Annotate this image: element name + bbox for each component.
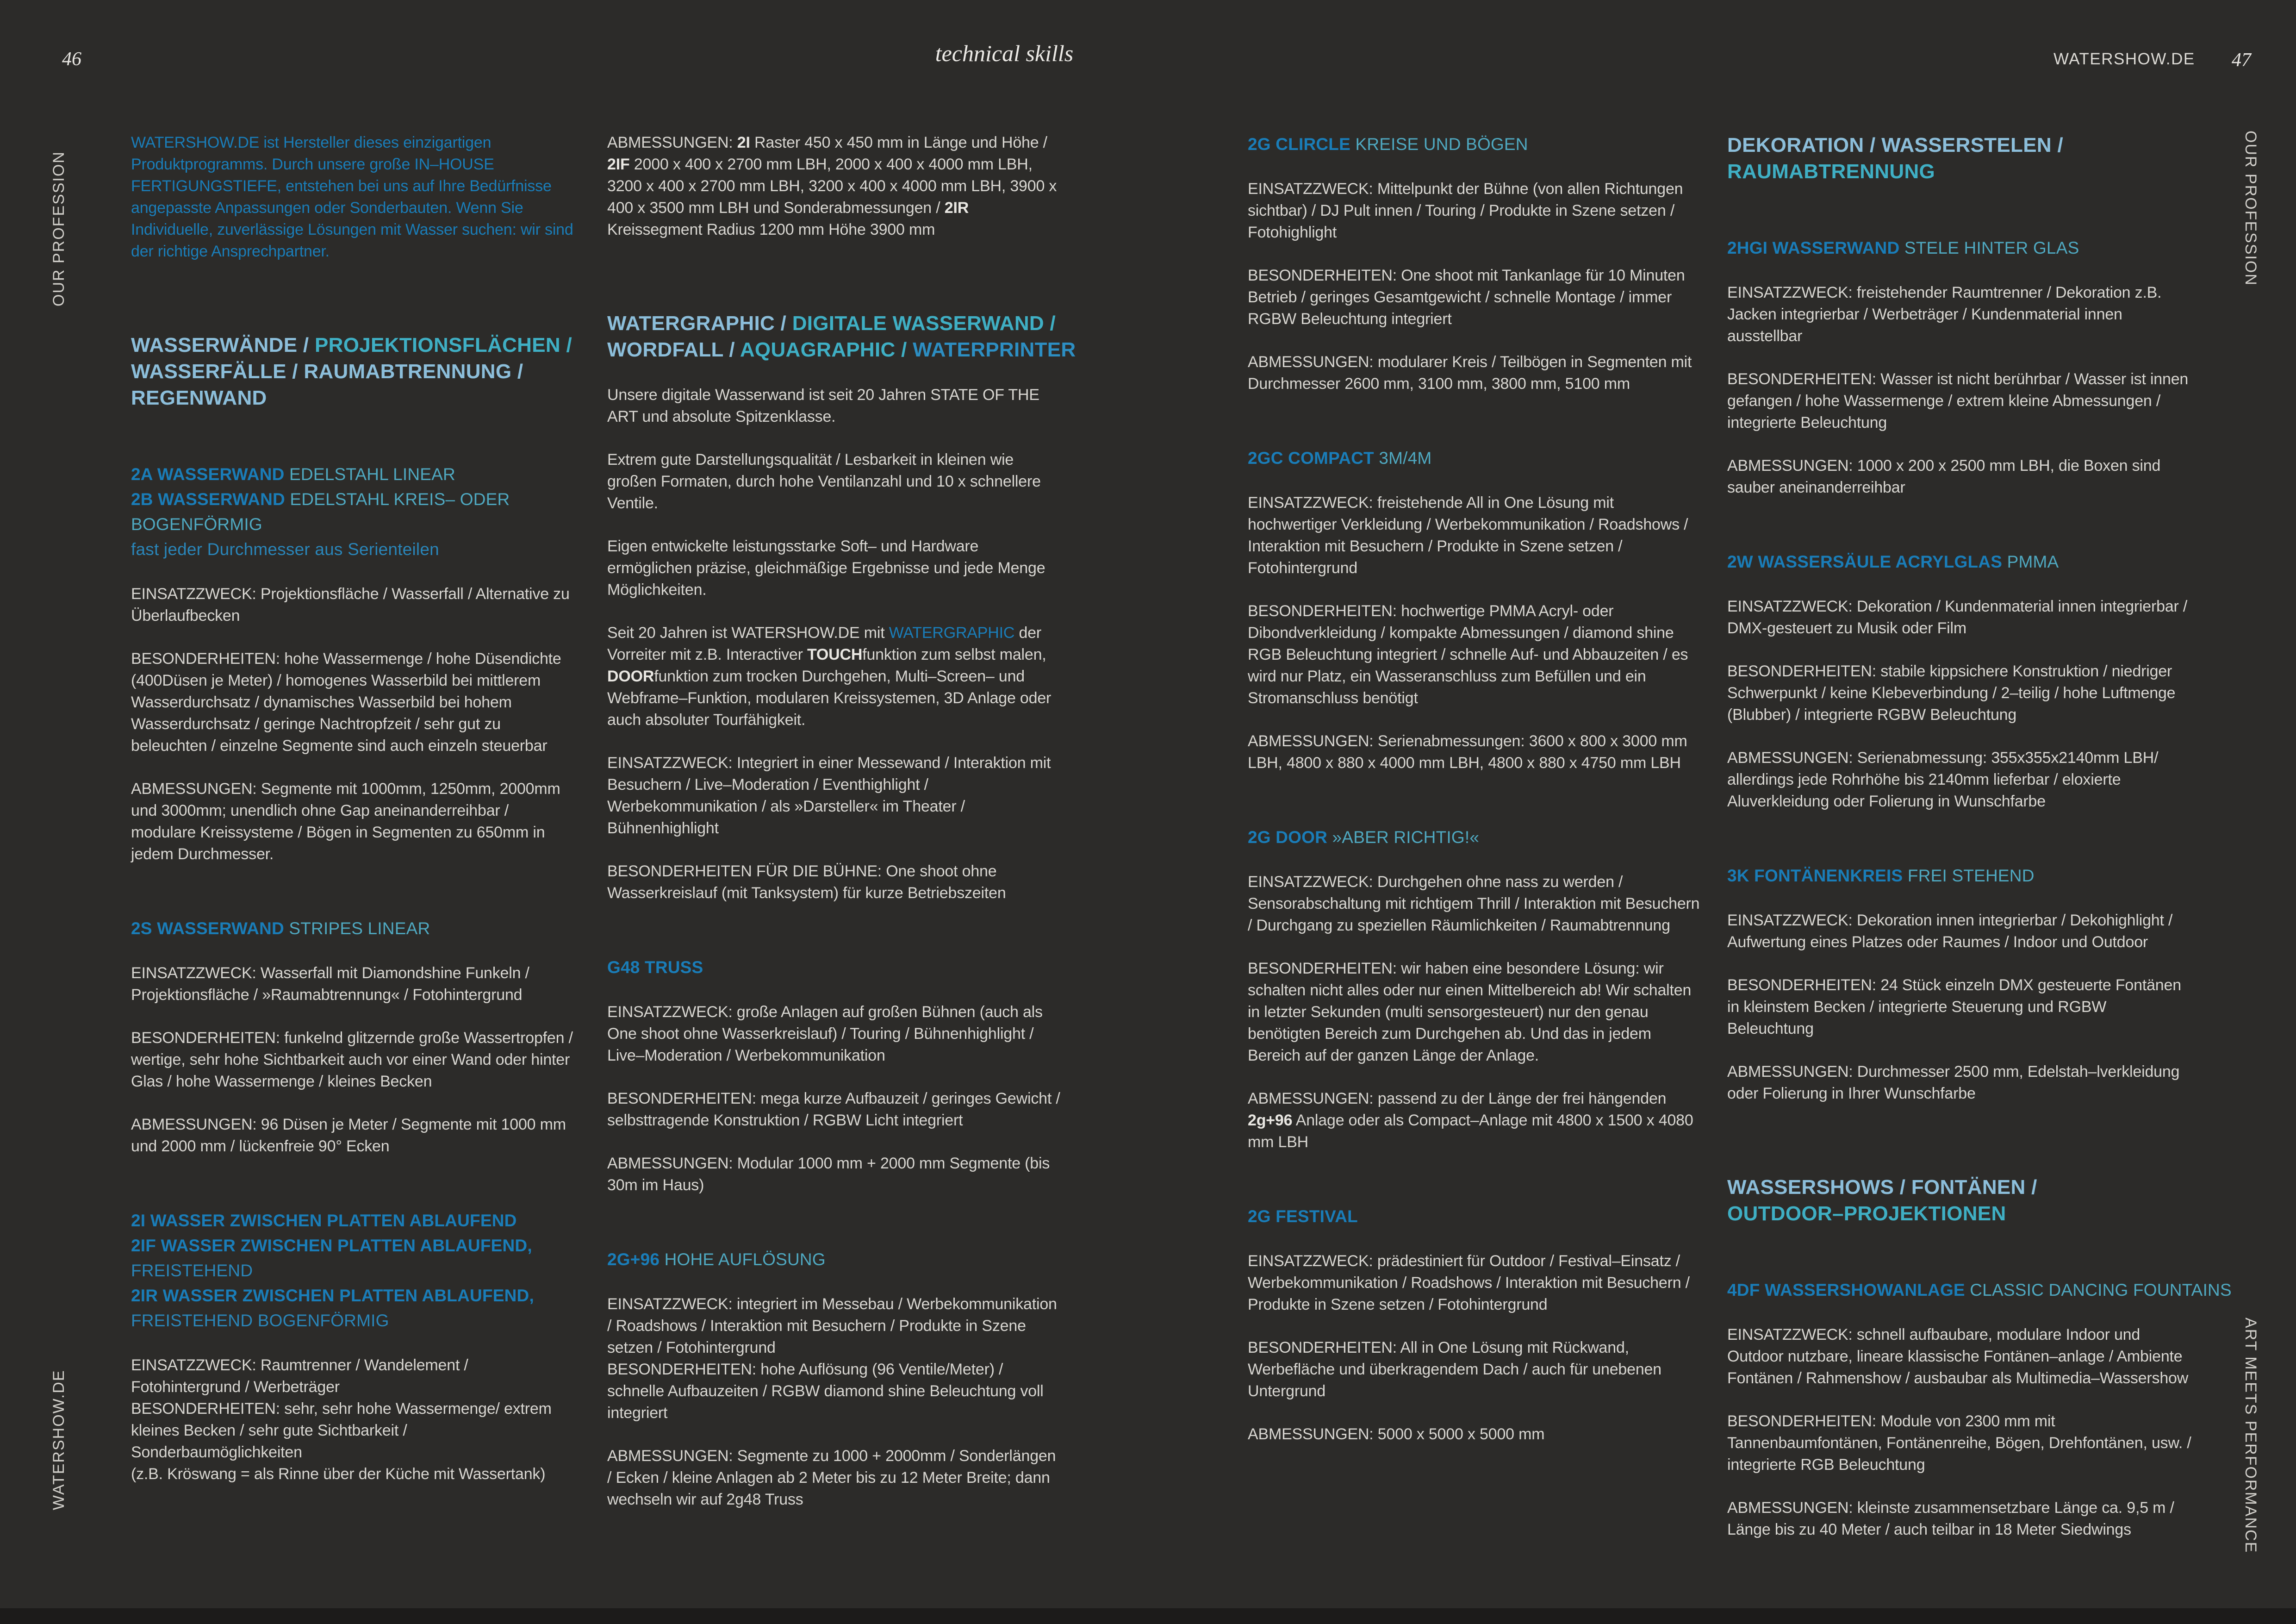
text-segment: BESONDERHEITEN: hohe Auflösung (96 Ventile/Meter) / schnelle Aufbauzeiten / RGBW diamond shine Beleuchtung voll integriert [607,1361,1044,1422]
text-segment: BESONDERHEITEN: hohe Wassermenge / hohe Düsendichte (400Düsen je Meter) / homogenes Wasserbild bei mittlerem Wasserdurchsatz / dynamisches Wasserbild bei hohem Wasserdurchsatz / geringe Nachtropfzeit / sehr gut zu beleuchten / einzelne Segmente sind auch einzeln steuerbar [131,650,561,755]
text-segment: KREISE UND BÖGEN [1355,135,1528,154]
intro-paragraph [131,132,578,262]
text-segment: STRIPES LINEAR [289,919,430,938]
heading-line [131,358,578,385]
text-segment: 2W WASSERSÄULE ACRYLGLAS [1727,552,2007,571]
text-segment: funktion zum selbst malen, [862,646,1046,663]
text-segment: 2IR WASSER ZWISCHEN PLATTEN ABLAUFEND, [131,1286,534,1305]
text-segment: ABMESSUNGEN: Segmente mit 1000mm, 1250mm, 2000mm und 3000mm; unendlich ohne Gap aneinanderreihbar / modulare Kreissysteme / Bögen in Segmenten zu 650mm in jedem Durchmesser. [131,780,560,863]
text-segment: 2g+96 [1248,1112,1293,1129]
heading-line [1248,825,1706,850]
text-segment: 2I [737,134,750,151]
text-segment: BESONDERHEITEN: Wasser ist nicht berührbar / Wasser ist innen gefangen / hohe Wassermenge / extrem kleine Abmessungen / integrierte Beleuchtung [1727,370,2189,431]
product-heading [1248,825,1706,850]
text-segment: 2G FESTIVAL [1248,1207,1358,1226]
text-segment: DOOR [607,668,654,685]
text-segment: FREISTEHEND BOGENFÖRMIG [131,1311,389,1330]
text-segment: EINSATZZWECK: freistehender Raumtrenner / Dekoration z.B. Jacken integrierbar / Werbeträger / Kundenmaterial innen ausstellbar [1727,284,2162,345]
text-segment: 2G DOOR [1248,828,1332,847]
text-segment: EINSATZZWECK: schnell aufbaubare, modulare Indoor und Outdoor nutzbare, lineare klassische Fontänen–anlage / Ambiente Fontänen / Rahmenshow / ausbaubar als Multimedia–Wassershow [1727,1326,2189,1387]
text-segment: WASSERFÄLLE / RAUMABTRENNUNG / [131,360,523,383]
column-dekoration-wassershows [1727,132,2232,1541]
text-segment: BESONDERHEITEN: sehr, sehr hohe Wassermenge/ extrem kleines Becken / sehr gute Sichtbarkeit / Sonderbaumöglichkeiten [131,1400,552,1461]
heading-line [1727,863,2192,888]
paragraph [607,536,1063,601]
heading-line [1727,1200,2192,1227]
product-heading [1248,1204,1706,1229]
text-segment: 2I WASSER ZWISCHEN PLATTEN ABLAUFEND [131,1211,517,1230]
brand-header: WATERSHOW.DE [2053,50,2195,68]
text-segment: (z.B. Kröswang = als Rinne über der Küche mit Wassertank) [131,1465,546,1483]
text-segment: BESONDERHEITEN: hochwertige PMMA Acryl- oder Dibondverkleidung / kompakte Abmessungen / diamond shine RGB Beleuchtung integriert / schnelle Auf- und Abbauzeiten / es wird nur Platz, ein Wasseranschluss zum Befüllen und ein Stromanschluss benötigt [1248,602,1688,707]
column-wasserwaende [131,132,578,1485]
paragraph [131,1463,578,1485]
text-segment: EINSATZZWECK: Durchgehen ohne nass zu werden / Sensorabschaltung mit richtigem Thrill / Interaktion mit Besuchern / Durchgang zu speziellen Räumlichkeiten / Raumabtrennung [1248,873,1700,934]
text-segment: FREISTEHEND [131,1261,253,1280]
text-segment: WASSERSHOWS / FONTÄNEN / [1727,1176,2037,1199]
text-segment: ABMESSUNGEN: 5000 x 5000 x 5000 mm [1248,1425,1545,1443]
text-segment: ABMESSUNGEN: Durchmesser 2500 mm, Edelstah–lverkleidung oder Folierung in Ihrer Wunschfarbe [1727,1063,2180,1102]
paragraph [1248,1088,1706,1153]
heading-line [131,537,578,562]
paragraph [607,1088,1063,1131]
text-segment: Kreissegment Radius 1200 mm Höhe 3900 mm [607,221,935,238]
heading-line [131,462,578,487]
text-segment: EINSATZZWECK: Dekoration / Kundenmaterial innen integrierbar / DMX-gesteuert zu Musik oder Film [1727,598,2188,637]
heading-line [131,512,578,537]
text-segment: Eigen entwickelte leistungsstarke Soft– und Hardware ermöglichen präzise, gleichmäßige Ergebnisse und jede Menge Möglichkeiten. [607,537,1045,599]
sidebar-right-top: OUR PROFESSION [2242,131,2259,286]
text-segment: »ABER RICHTIG!« [1332,828,1480,847]
paragraph [607,1001,1063,1067]
heading-line [607,310,1063,337]
paragraph [131,1114,578,1157]
text-segment: 2S WASSERWAND [131,919,289,938]
paragraph [1248,1250,1706,1316]
text-segment: ABMESSUNGEN: Serienabmessung: 355x355x2140mm LBH/ allerdings jede Rohrhöhe bis 2140mm lieferbar / eloxierte Aluverkleidung oder Folierung in Wunschfarbe [1727,749,2159,810]
product-heading [607,1247,1063,1272]
paragraph [1248,871,1706,937]
text-segment: der Vorreiter mit z.B. Interactiver [607,624,1042,663]
paragraph [1727,747,2192,812]
paragraph [1727,1497,2192,1541]
heading-line [131,1283,578,1308]
heading-line [607,1247,1063,1272]
paragraph [607,1153,1063,1196]
text-segment: 2000 x 400 x 2700 mm LBH, 2000 x 400 x 4000 mm LBH, 3200 x 400 x 2700 mm LBH, 3200 x 400 x 4000 mm LBH, 3900 x 400 x 3500 mm LBH und Sonderabmessungen / [607,156,1057,217]
text-segment: WATERPRINTER [913,338,1076,361]
text-segment: BESONDERHEITEN FÜR DIE BÜHNE: One shoot ohne Wasserkreislauf (mit Tanksystem) für kurze Betriebszeiten [607,862,1006,902]
paragraph [1248,1424,1706,1445]
paragraph [1248,600,1706,709]
text-segment: ABMESSUNGEN: [607,134,737,151]
paragraph [607,449,1063,514]
paragraph [607,1293,1063,1359]
paragraph [607,1359,1063,1424]
text-segment: EINSATZZWECK: Raumtrenner / Wandelement / Fotohintergrund / Werbeträger [131,1356,468,1396]
product-heading [1727,863,2192,888]
text-segment: HOHE AUFLÖSUNG [664,1250,826,1269]
sidebar-left-top: OUR PROFESSION [50,151,68,306]
section-heading [607,310,1076,363]
heading-line [1727,1174,2192,1200]
heading-line [131,1308,578,1333]
heading-line [1727,550,2192,575]
text-segment: 2G+96 [607,1250,665,1269]
paragraph [607,752,1063,839]
text-segment: CLASSIC DANCING FOUNTAINS [1970,1280,2232,1299]
text-segment: 3M/4M [1379,449,1432,468]
text-segment: BESONDERHEITEN: stabile kippsichere Konstruktion / niedriger Schwerpunkt / keine Klebeverbindung / 2–teilig / hohe Luftmenge (Blubber) / integrierte RGBW Beleuchtung [1727,662,2176,724]
text-segment: 2IR [944,199,969,217]
text-segment: PROJEKTIONSFLÄCHEN / [314,334,572,356]
text-segment: PMMA [2007,552,2059,571]
text-segment: BESONDERHEITEN: All in One Lösung mit Rückwand, Werbefläche und überkragendem Dach / auch für unebenen Untergrund [1248,1339,1661,1400]
text-segment: 4DF WASSERSHOWANLAGE [1727,1280,1970,1299]
text-segment: EDELSTAHL LINEAR [289,465,455,484]
product-heading [131,462,578,562]
section-heading [131,332,578,411]
text-segment: BESONDERHEITEN: Module von 2300 mm mit Tannenbaumfontänen, Fontänenreihe, Bögen, Drehfontänen, usw. / integrierte RGB Beleuchtung [1727,1412,2191,1474]
heading-line [131,487,578,512]
text-segment: WATERGRAPHIC [889,624,1015,642]
heading-line [131,1233,578,1258]
paragraph [131,1027,578,1093]
text-segment: 2GC COMPACT [1248,449,1379,468]
text-segment: DIGITALE WASSERWAND / [792,312,1056,335]
heading-line [1248,1204,1706,1229]
text-segment: Seit 20 Jahren ist WATERSHOW.DE mit [607,624,889,642]
paragraph [1727,661,2192,726]
heading-line [1248,446,1706,471]
text-segment: 2IF WASSER ZWISCHEN PLATTEN ABLAUFEND, [131,1236,532,1255]
paragraph [1727,910,2192,953]
paragraph [607,384,1063,428]
text-segment: ABMESSUNGEN: Serienabmessungen: 3600 x 800 x 3000 mm LBH, 4800 x 880 x 4000 mm LBH, 4800 x 880 x 4750 mm LBH [1248,732,1687,772]
text-segment: AQUAGRAPHIC / [740,338,913,361]
heading-line [1727,132,2192,158]
text-segment: STELE HINTER GLAS [1904,238,2079,257]
spread-title: technical skills [935,40,1074,66]
text-segment: WATERSHOW.DE ist Hersteller dieses einzigartigen Produktprogramms. Durch unsere große IN–HOUSE FERTIGUNGSTIEFE, entstehen bei uns auf Ihre Bedürfnisse angepasste Anpassungen oder Sonderbauten. Wenn Sie Individuelle, zuverlässige Lösungen mit Wasser suchen: wir sind der richtige Ansprechpartner. [131,134,573,260]
text-segment: EDELSTAHL KREIS– ODER [290,490,510,509]
heading-line [131,332,578,358]
text-segment: ABMESSUNGEN: kleinste zusammensetzbare Länge ca. 9,5 m / Länge bis zu 40 Meter / auch teilbar in 18 Meter Siedwings [1727,1499,2174,1538]
paragraph [1727,455,2192,499]
paragraph [131,1355,578,1398]
heading-line [1727,1278,2232,1303]
text-segment: 3K FONTÄNENKREIS [1727,866,1908,885]
column-2g-systeme [1248,132,1706,1445]
text-segment: G48 TRUSS [607,958,703,977]
paragraph [131,962,578,1006]
paragraph [607,132,1063,241]
text-segment: OUTDOOR–PROJEKTIONEN [1727,1202,2006,1225]
text-segment: fast jeder Durchmesser aus Serienteilen [131,540,439,559]
paragraph [131,583,578,627]
section-heading [1727,132,2192,185]
text-segment: 2A WASSERWAND [131,465,290,484]
text-segment: EINSATZZWECK: große Anlagen auf großen Bühnen (auch als One shoot ohne Wasserkreislauf) / Touring / Bühnenhighlight / Live–Moderation / Werbekommunikation [607,1003,1043,1064]
text-segment: 2G CLIRCLE [1248,135,1356,154]
paragraph [1727,369,2192,434]
paragraph [607,1445,1063,1511]
text-segment: EINSATZZWECK: prädestiniert für Outdoor / Festival–Einsatz / Werbekommunikation / Roadshows / Interaktion mit Besuchern / Produkte in Szene setzen / Fotohintergrund [1248,1252,1690,1313]
paragraph [1248,492,1706,579]
paragraph [1248,265,1706,330]
paragraph [131,648,578,757]
page-number-right: 47 [2232,50,2251,71]
text-segment: 2IF [607,156,630,173]
text-segment: funktion zum trocken Durchgehen, Multi–Screen– und Webframe–Funktion, modularen Kreissystemen, 3D Anlage oder auch absoluter Tourfähigkeit. [607,668,1052,729]
text-segment: ABMESSUNGEN: Segmente zu 1000 + 2000mm / Sonderlängen / Ecken / kleine Anlagen ab 2 Meter bis zu 12 Meter Breite; dann wechseln wir auf 2g48 Truss [607,1447,1056,1508]
text-segment: DEKORATION / WASSERSTELEN / [1727,134,2064,156]
text-segment: WORDFALL / [607,338,740,361]
heading-line [1248,132,1706,157]
text-segment: EINSATZZWECK: Projektionsfläche / Wasserfall / Alternative zu Überlaufbecken [131,585,570,625]
text-segment: EINSATZZWECK: freistehende All in One Lösung mit hochwertiger Verkleidung / Werbekommunikation / Roadshows / Interaktion mit Besuchern / Produkte in Szene setzen / Fotohintergrund [1248,494,1688,577]
paragraph [1727,1324,2192,1389]
text-segment: Raster 450 x 450 mm in Länge und Höhe / [750,134,1047,151]
heading-line [1727,158,2192,185]
paragraph [1727,1061,2192,1105]
product-heading [131,1208,578,1333]
text-segment: TOUCH [807,646,863,663]
text-segment: BOGENFÖRMIG [131,515,262,534]
product-heading [131,916,578,941]
paragraph [607,622,1063,731]
heading-line [131,1208,578,1233]
heading-line [1727,236,2192,261]
product-heading [1727,236,2192,261]
text-segment: BESONDERHEITEN: mega kurze Aufbauzeit / geringes Gewicht / selbsttragende Konstruktion / RGBW Licht integriert [607,1090,1060,1129]
heading-line [131,385,578,411]
paragraph [1727,596,2192,639]
product-heading [607,955,1063,980]
paragraph [131,1398,578,1463]
paragraph [1248,351,1706,395]
text-segment: REGENWAND [131,387,267,409]
text-segment: EINSATZZWECK: Wasserfall mit Diamondshine Funkeln / Projektionsfläche / »Raumabtrennung« / Fotohintergrund [131,964,529,1004]
paragraph [1248,958,1706,1067]
product-heading [1727,550,2192,575]
product-heading [1727,1278,2232,1303]
text-segment: ABMESSUNGEN: 1000 x 200 x 2500 mm LBH, die Boxen sind sauber aneinanderreihbar [1727,457,2161,496]
text-segment: FREI STEHEND [1907,866,2035,885]
paragraph [1248,731,1706,774]
text-segment: RAUMABTRENNUNG [1727,160,1935,183]
text-segment: WASSERWÄNDE / [131,334,315,356]
sidebar-left-bottom: WATERSHOW.DE [50,1369,68,1510]
paragraph [1727,974,2192,1040]
text-segment: EINSATZZWECK: Mittelpunkt der Bühne (von allen Richtungen sichtbar) / DJ Pult innen / Touring / Produkte in Szene setzen / Fotohighlight [1248,180,1683,241]
heading-line [607,337,1076,363]
text-segment: Anlage oder als Compact–Anlage mit 4800 x 1500 x 4080 mm LBH [1248,1112,1693,1151]
page-number-left: 46 [62,49,81,70]
text-segment: 2B WASSERWAND [131,490,290,509]
text-segment: 2HGI WASSERWAND [1727,238,1904,257]
text-segment: Extrem gute Darstellungsqualität / Lesbarkeit in kleinen wie großen Formaten, durch hohe Ventilanzahl und 10 x schnellere Ventile. [607,451,1041,512]
paragraph [1248,1337,1706,1402]
paragraph [131,778,578,865]
paragraph [1248,178,1706,244]
product-heading [1248,132,1706,157]
text-segment: EINSATZZWECK: Dekoration innen integrierbar / Dekohighlight / Aufwertung eines Platzes oder Raumes / Indoor und Outdoor [1727,912,2173,951]
text-segment: EINSATZZWECK: integriert im Messebau / Werbekommunikation / Roadshows / Interaktion mit Besuchern / Produkte in Szene setzen / Fotohintergrund [607,1295,1057,1356]
section-heading [1727,1174,2192,1227]
column-watergraphic [607,132,1076,1511]
product-heading [1248,446,1706,471]
text-segment: ABMESSUNGEN: 96 Düsen je Meter / Segmente mit 1000 mm und 2000 mm / lückenfreie 90° Ecken [131,1116,566,1155]
paragraph [1727,282,2192,347]
heading-line [131,916,578,941]
text-segment: ABMESSUNGEN: Modular 1000 mm + 2000 mm Segmente (bis 30m im Haus) [607,1155,1050,1194]
text-segment: EINSATZZWECK: Integriert in einer Messewand / Interaktion mit Besuchern / Live–Moderation / Eventhighlight / Werbekommunikation / als »Darsteller« im Theater / Bühnenhighlight [607,754,1051,837]
text-segment: BESONDERHEITEN: One shoot mit Tankanlage für 10 Minuten Betrieb / geringes Gesamtgewicht / schnelle Montage / immer RGBW Beleuchtung integriert [1248,267,1685,328]
paragraph [1727,1411,2192,1476]
page-bottom-edge [0,1608,2296,1624]
text-segment: BESONDERHEITEN: funkelnd glitzernde große Wassertropfen / wertige, sehr hohe Sichtbarkeit auch vor einer Wand oder hinter Glas / hohe Wassermenge / kleines Becken [131,1029,573,1090]
text-segment: WATERGRAPHIC / [607,312,792,335]
text-segment: ABMESSUNGEN: passend zu der Länge der frei hängenden [1248,1090,1667,1107]
paragraph [607,861,1063,904]
heading-line [131,1258,578,1283]
heading-line [607,955,1063,980]
text-segment: BESONDERHEITEN: wir haben eine besondere Lösung: wir schalten nicht alles oder nur einen Mittelbereich ab! Wir schalten in letzter Sekunden (multi sensorgesteuert) nur den genau benötigten Bereich zum Durchgehen ab. Und das in jedem Bereich auf der ganzen Länge der Anlage. [1248,960,1692,1064]
text-segment: ABMESSUNGEN: modularer Kreis / Teilbögen in Segmenten mit Durchmesser 2600 mm, 3100 mm, 3800 mm, 5100 mm [1248,353,1692,393]
sidebar-right-bottom: ART MEETS PERFORMANCE [2242,1318,2259,1554]
text-segment: BESONDERHEITEN: 24 Stück einzeln DMX gesteuerte Fontänen in kleinstem Becken / integrierte Steuerung und RGBW Beleuchtung [1727,976,2181,1037]
text-segment: Unsere digitale Wasserwand ist seit 20 Jahren STATE OF THE ART und absolute Spitzenklasse. [607,386,1039,425]
